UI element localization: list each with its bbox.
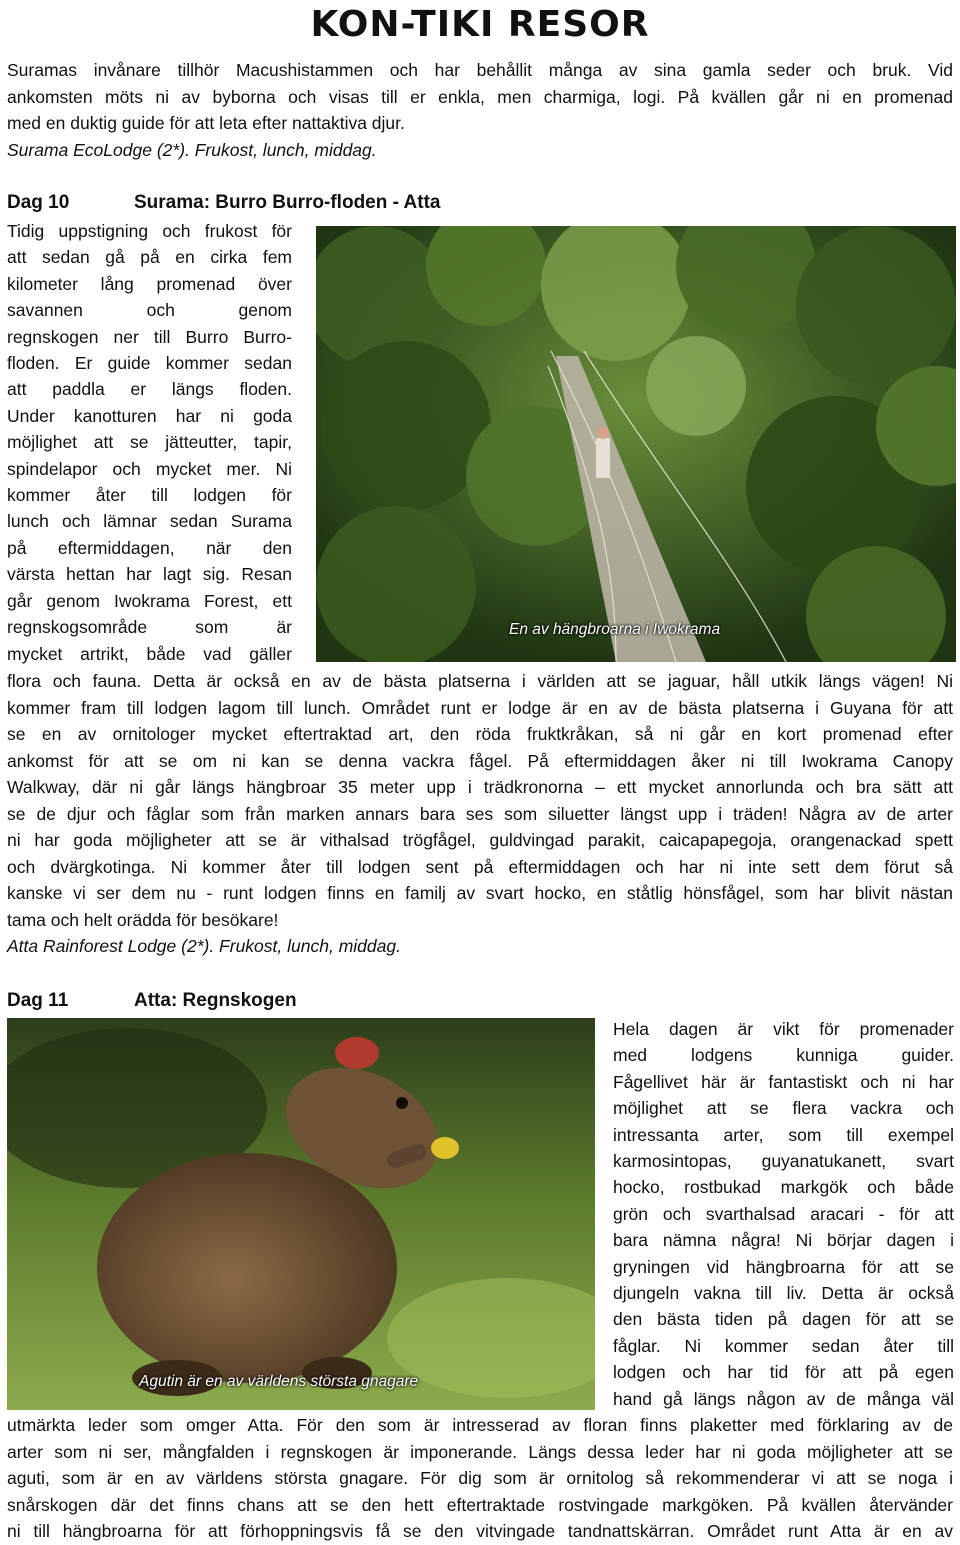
text-line: Tidig uppstigning och frukost för xyxy=(7,221,292,241)
day10-heading xyxy=(7,190,440,216)
text-line: regnskogen ner till Burro Burro- xyxy=(7,326,292,347)
canopy-walkway-photo xyxy=(316,226,956,662)
lodge-line: Surama EcoLodge (2*). Frukost, lunch, middag. xyxy=(7,139,377,160)
text-line: kilometer lång promenad över xyxy=(7,273,292,294)
text-line: regnskogsområde som är xyxy=(7,617,292,638)
photo-caption: En av hängbroarna i Iwokrama xyxy=(509,621,721,638)
text-line: på eftermiddagen, när den xyxy=(7,537,292,558)
text-line: Hela dagen är vikt för promenader xyxy=(613,1019,954,1039)
day11-paragraph xyxy=(7,1412,953,1545)
text-line: se en av ornitologer mycket eftertraktad art, den röda fruktkråkan, så ni går en kort promenad efter xyxy=(7,724,953,744)
text-line: se de djur och fåglar som från marken annars bara ses som siluetter längst upp i träden! Några av de arter xyxy=(7,803,953,824)
text-line: arter som ni ser, mångfalden i regnskogen är imponerande. Längs dessa leder har ni goda möjligheter att se xyxy=(7,1441,953,1462)
text-line: karmosintopas, guyanatukanett, svart xyxy=(613,1151,954,1172)
text-line: flora och fauna. Detta är också en av de bästa platserna i världen att se jaguar, håll utkik längs vägen! Ni xyxy=(7,671,953,691)
text-line: kommer åter till lodgen för xyxy=(7,485,292,506)
text-line: tama och helt orädda för besökare! xyxy=(7,909,279,930)
text-line: snårskogen där det finns chans att se den hett eftertraktade rostvingade markgöken. På kvällen återvänder xyxy=(7,1494,953,1515)
text-line: Walkway, där ni går längs hängbroar 35 meter upp i trädkronorna – ett mycket annorlunda och bra sätt att xyxy=(7,777,953,797)
text-line: och dvärgkotinga. Ni kommer åter till lodgen sent på eftermiddagen och har ni inte sett dem förut så xyxy=(7,856,953,877)
text-line: utmärkta leder som omger Atta. För den som är intresserad av floran finns plaketter med förklaring av de xyxy=(7,1415,953,1435)
day-number: Dag 11 xyxy=(7,990,69,1011)
day-title: Atta: Regnskogen xyxy=(134,990,297,1011)
text-line: djungeln vakna till liv. Detta är också xyxy=(613,1283,954,1304)
text-line: gryningen vid hängbroarna för att se xyxy=(613,1256,954,1277)
text-line: lodgen och har tid för att på egen xyxy=(613,1362,954,1383)
text-line: ankomsten möts ni av byborna och visas till er enkla, men charmiga, logi. På kvällen går ni en promenad xyxy=(7,86,953,107)
text-line: kanske vi ser dem nu - runt lodgen finns en familj av svart hocko, en ståtlig hönsfågel, som har blivit nästan xyxy=(7,883,953,903)
day10-paragraph xyxy=(7,668,953,960)
text-line: bara nämna några! Ni börjar dagen i xyxy=(613,1230,954,1251)
lodge-line: Atta Rainforest Lodge (2*). Frukost, lunch, middag. xyxy=(7,936,401,956)
text-line: ni har goda möjligheter att se är vithalsad trögfågel, guldvingad parakit, caicapapegoja, orangenackad spett xyxy=(7,830,953,850)
text-line: möjlighet att se flera vackra och xyxy=(613,1098,954,1119)
text-line: aguti, som är en av världens största gnagare. För dig som är ornitolog så rekommenderar vi att se noga i xyxy=(7,1468,953,1488)
text-line: ni till hängbroarna för att förhoppningsvis få se den vitvingade tandnattskärran. Området runt Atta är en av xyxy=(7,1521,953,1541)
day11-heading xyxy=(7,988,297,1014)
text-line: värsta hettan har lagt sig. Resan xyxy=(7,564,292,585)
text-line: att paddla er längs floden. xyxy=(7,379,292,400)
text-line: Suramas invånare tillhör Macushistammen och har behållit många av sina gamla seder och bruk. Vid xyxy=(7,60,953,80)
text-line: den bästa tiden på dagen för att se xyxy=(613,1309,954,1330)
text-line: spindelapor och mycket mer. Ni xyxy=(7,458,292,479)
text-line: grön och svarthalsad aracari - för att xyxy=(613,1203,954,1224)
text-line: savannen och genom xyxy=(7,300,292,321)
text-line: Under kanotturen har ni goda xyxy=(7,405,292,426)
text-line: intressanta arter, som till exempel xyxy=(613,1124,954,1145)
day-number: Dag 10 xyxy=(7,192,70,213)
canopy-walkway-illustration xyxy=(316,226,956,662)
day10-column-text xyxy=(7,218,292,667)
intro-paragraph xyxy=(7,57,953,163)
text-line: går genom Iwokrama Forest, ett xyxy=(7,590,292,611)
text-line: möjlighet att se jätteutter, tapir, xyxy=(7,432,292,453)
text-line: floden. Er guide kommer sedan xyxy=(7,353,292,374)
text-line: kommer fram till lodgen lagom till lunch. Området runt er lodge är en av de bästa platserna i Guyana för att xyxy=(7,697,953,718)
text-line: med en duktig guide för att leta efter nattaktiva djur. xyxy=(7,113,405,133)
text-line: hand gå längs någon av de många väl xyxy=(613,1388,954,1409)
agouti-photo xyxy=(7,1018,595,1410)
brand-logo: KON-TIKI RESOR xyxy=(310,4,650,45)
day-title: Surama: Burro Burro-floden - Atta xyxy=(134,192,441,213)
text-line: ankomst för att se om ni kan se denna vackra fågel. På eftermiddagen åker ni till Iwokrama Canopy xyxy=(7,750,953,771)
agouti-illustration xyxy=(7,1018,595,1410)
text-line: mycket artrikt, både vad gäller xyxy=(7,643,292,664)
text-line: att sedan gå på en cirka fem xyxy=(7,247,292,268)
day11-column-text xyxy=(613,1016,954,1412)
text-line: med lodgens kunniga guider. xyxy=(613,1045,954,1066)
text-line: lunch och lämnar sedan Surama xyxy=(7,511,292,532)
photo-caption: Agutin är en av världens största gnagare xyxy=(139,1373,419,1390)
text-line: Fågellivet här är fantastiskt och ni har xyxy=(613,1071,954,1092)
text-line: fåglar. Ni kommer sedan åter till xyxy=(613,1335,954,1356)
text-line: hocko, rostbukad markgök och både xyxy=(613,1177,954,1198)
